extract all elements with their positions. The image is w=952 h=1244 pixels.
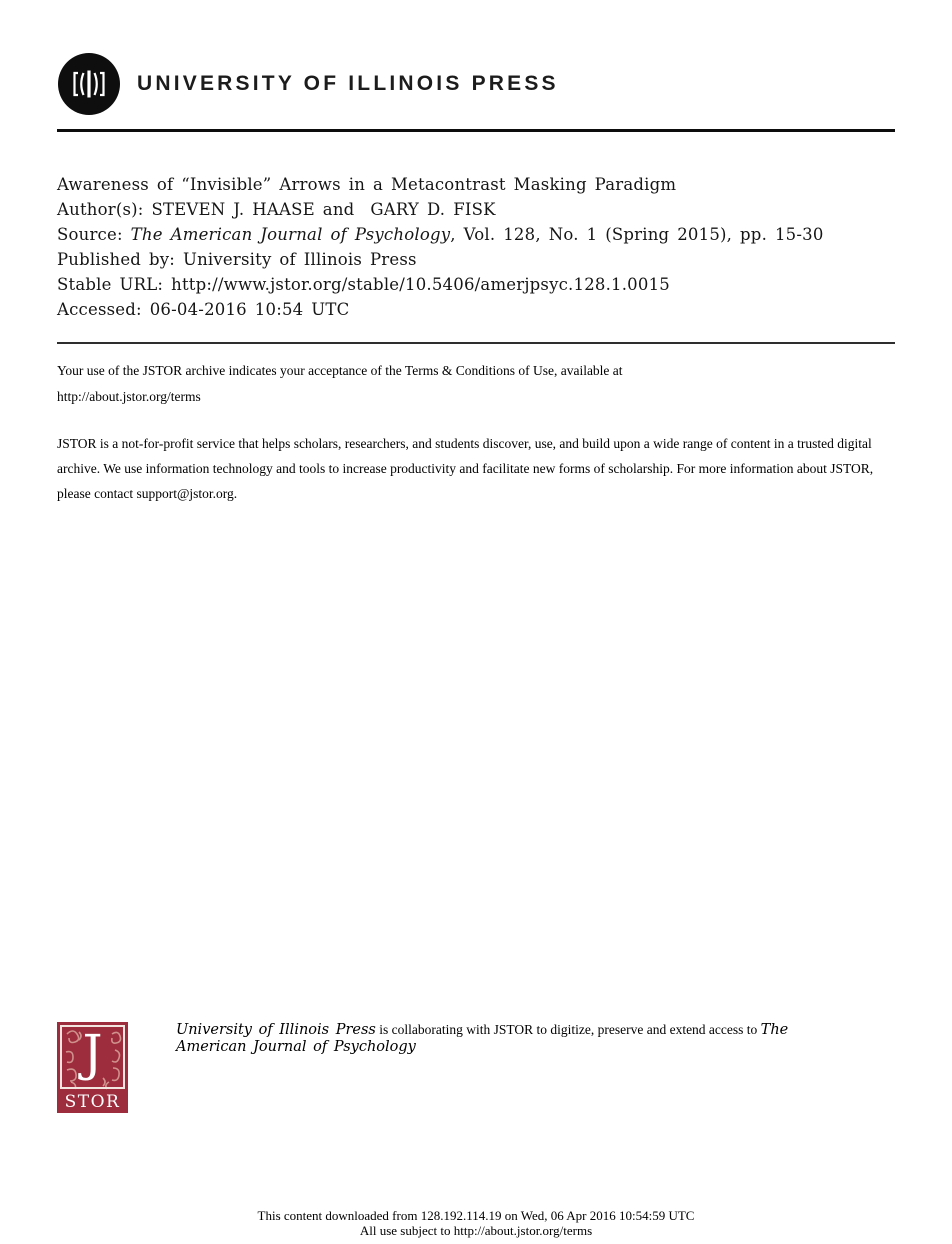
published-by-line: Published by: University of Illinois Press: [57, 250, 417, 269]
publisher-logo-text: UNIVERSITY OF ILLINOIS PRESS: [137, 72, 559, 95]
download-footer: [0, 1208, 952, 1238]
collaboration-note: [176, 1022, 824, 1055]
accessed-line: Accessed: 06-04-2016 10:54 UTC: [57, 300, 350, 319]
university-of-illinois-press-logo-icon: [57, 52, 121, 116]
stable-url-label: Stable URL:: [57, 275, 172, 294]
stable-url-link[interactable]: http://www.jstor.org/stable/10.5406/amerjpsyc.128.1.0015: [171, 275, 670, 294]
source-details: , Vol. 128, No. 1 (Spring 2015), pp. 15-30: [450, 225, 824, 244]
jstor-about-paragraph: JSTOR is a not-for-profit service that helps scholars, researchers, and students discover, use, and build upon a wide range of content in a trusted digital archive. We use information technology and tools to increase productivity and facilitate new forms of scholarship. For more information about JSTOR, please contact support@jstor.org.: [57, 436, 874, 501]
publisher-header: [57, 50, 559, 118]
article-title: Awareness of “Invisible” Arrows in a Metacontrast Masking Paradigm: [57, 175, 677, 194]
top-divider: [57, 129, 895, 132]
collab-journal: The American Journal of Psychology: [176, 1022, 789, 1055]
citation-block: [57, 172, 824, 322]
journal-name: The American Journal of Psychology: [130, 225, 451, 244]
jstor-logo-word: STOR: [64, 1092, 121, 1112]
terms-acceptance-block: [57, 358, 623, 409]
terms-url-link[interactable]: http://about.jstor.org/terms: [57, 388, 201, 404]
collab-middle-text: is collaborating with JSTOR to digitize, preserve and extend access to: [375, 1022, 761, 1037]
source-line: [57, 222, 824, 247]
source-label: Source:: [57, 225, 131, 244]
footer-downloaded-line: This content downloaded from 128.192.114.19 on Wed, 06 Apr 2016 10:54:59 UTC: [257, 1208, 695, 1223]
terms-acceptance-text: Your use of the JSTOR archive indicates your acceptance of the Terms & Conditions of Use, available at: [57, 363, 623, 378]
jstor-logo-letter: J: [82, 1024, 103, 1082]
footer-subject-line: All use subject to http://about.jstor.org/terms: [359, 1223, 593, 1238]
middle-divider: [57, 342, 895, 344]
authors-line: Author(s): STEVEN J. HAASE and GARY D. FISK: [57, 200, 496, 219]
jstor-logo-icon: [57, 1022, 128, 1113]
collab-publisher: University of Illinois Press: [176, 1022, 376, 1038]
stable-url-line: [57, 272, 824, 297]
